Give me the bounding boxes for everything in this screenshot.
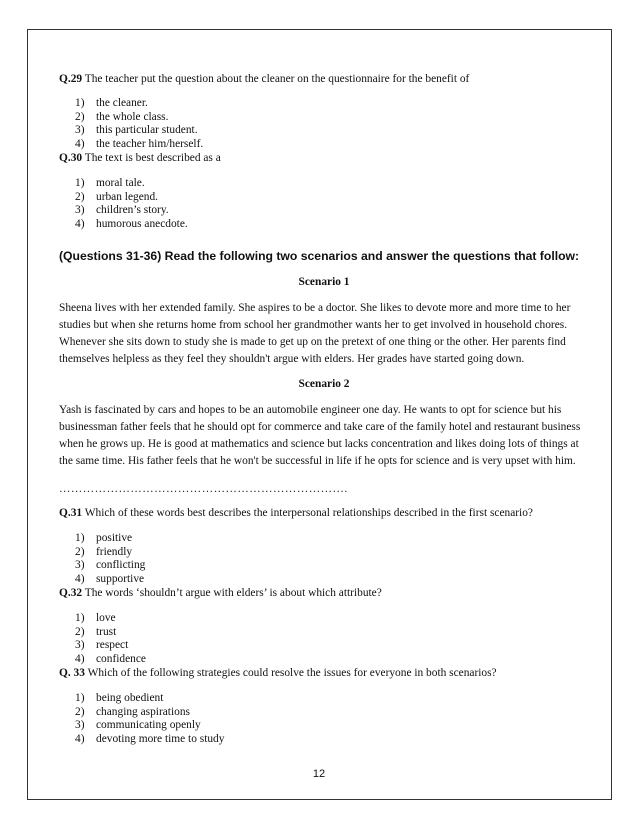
option: 1) love (75, 612, 116, 624)
options-33 (59, 692, 589, 746)
option: 1) the cleaner. (75, 97, 148, 109)
option: 2) changing aspirations (75, 705, 190, 718)
question-number: Q.32 (59, 587, 83, 599)
option: 4) supportive (75, 572, 145, 585)
question-number: Q. 33 (59, 667, 85, 679)
option: 3) conflicting (75, 559, 146, 571)
option: 1) being obedient (75, 692, 164, 704)
options-31 (59, 532, 589, 586)
question-30 (59, 151, 589, 165)
section-heading: (Questions 31-36) Read the following two scenarios and answer the questions that follow: (59, 249, 580, 263)
options-29 (59, 97, 589, 151)
question-29 (59, 72, 589, 86)
option: 2) urban legend. (75, 190, 158, 203)
document-body (59, 72, 589, 746)
option: 4) confidence (75, 652, 146, 665)
options-32 (59, 612, 589, 666)
question-32 (59, 586, 589, 600)
question-text: Which of the following strategies could resolve the issues for everyone in both scenarios? (84, 667, 497, 679)
question-number: Q.31 (59, 507, 83, 519)
scenario-2-text: Yash is fascinated by cars and hopes to be an automobile engineer one day. He wants to opt for science but his businessman father feels that he should opt for commerce and take care of the family hotel and restaurant business when he grows up. He is good at mathematics and science but lacks concentration and likes doing lots of things at the same time. His father feels that he won't be successful in life if he opts for science and is very upset with him. (59, 404, 581, 467)
question-text: Which of these words best describes the interpersonal relationships described in the first scenario? (82, 507, 533, 519)
option: 4) humorous anecdote. (75, 217, 188, 230)
option: 4) the teacher him/herself. (75, 137, 204, 150)
option: 2) the whole class. (75, 110, 169, 123)
scenario-2-title: Scenario 2 (298, 378, 350, 390)
separator-line: ………………………………………………………………. (59, 483, 348, 495)
option: 3) respect (75, 639, 129, 651)
option: 4) devoting more time to study (75, 732, 225, 745)
option: 2) friendly (75, 545, 133, 558)
scenario-1-text: Sheena lives with her extended family. She aspires to be a doctor. She likes to devote more and more time to her studies but when she returns home from school her grandmother wants her to get involved in household chores. Whenever she sits down to study she is made to get up on the pretext of one thing or the other. Her parents find themselves helpless as they feel they shouldn't argue with elders. Her grades have started going down. (59, 302, 571, 365)
page-number: 12 (312, 768, 326, 780)
option: 3) this particular student. (75, 124, 198, 136)
option: 3) children’s story. (75, 204, 169, 216)
option: 1) positive (75, 532, 133, 544)
question-text: The teacher put the question about the cleaner on the questionnaire for the benefit of (82, 73, 470, 85)
scenario-1-title: Scenario 1 (298, 276, 350, 288)
question-text: The text is best described as a (82, 152, 221, 164)
question-33 (59, 666, 589, 680)
question-number: Q.30 (59, 152, 83, 164)
question-number: Q.29 (59, 73, 83, 85)
option: 2) trust (75, 625, 117, 638)
option: 1) moral tale. (75, 177, 145, 189)
option: 3) communicating openly (75, 719, 201, 731)
options-30 (59, 177, 589, 231)
question-text: The words ‘shouldn’t argue with elders’ is about which attribute? (82, 587, 382, 599)
question-31 (59, 506, 589, 520)
